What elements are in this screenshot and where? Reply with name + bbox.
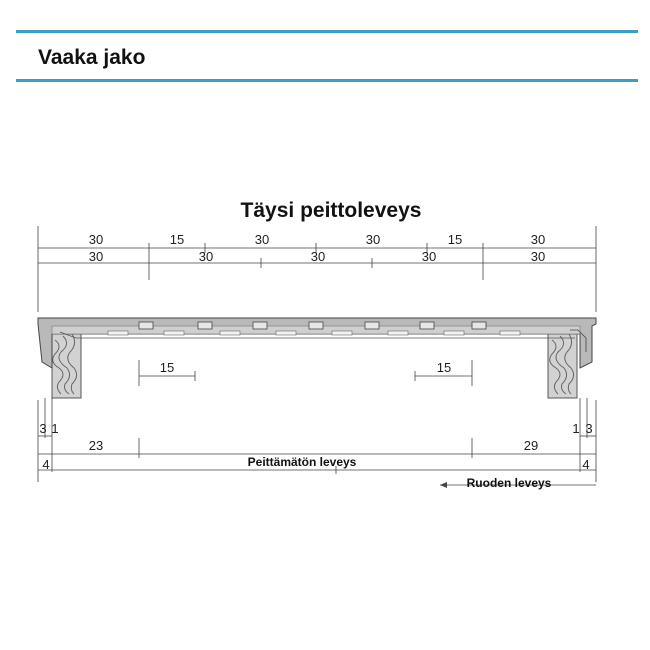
right-batten <box>548 332 577 398</box>
dim-row1-6: 30 <box>530 232 546 247</box>
dim-row2-2: 30 <box>198 249 214 264</box>
tile-cross-section <box>38 318 596 398</box>
left-batten <box>52 332 81 398</box>
dim-row1-4: 30 <box>365 232 381 247</box>
dim-row2-3: 30 <box>310 249 326 264</box>
dim-right-edge-a: 1 <box>572 421 580 436</box>
dimension-row-1 <box>38 226 596 312</box>
bottom-dimensions <box>38 398 596 485</box>
batten-width-label: Ruoden leveys <box>466 476 552 490</box>
inner-dimensions <box>139 360 472 386</box>
page-title: Vaaka jako <box>38 46 146 69</box>
dim-row2-1: 30 <box>88 249 104 264</box>
dim-row2-4: 30 <box>421 249 437 264</box>
dim-row1-1: 30 <box>88 232 104 247</box>
dim-inner-right: 15 <box>436 360 452 375</box>
dim-row2-5: 30 <box>530 249 546 264</box>
dim-right-span: 29 <box>523 438 539 453</box>
uncovered-width-label: Peittämätön leveys <box>247 455 357 469</box>
dim-row1-5: 15 <box>447 232 463 247</box>
dim-inner-left: 15 <box>159 360 175 375</box>
dim-left-edge-a: 3 <box>39 421 47 436</box>
dim-left-edge-b: 1 <box>51 421 59 436</box>
dim-left-span: 23 <box>88 438 104 453</box>
dim-left-end: 4 <box>42 457 50 472</box>
dim-right-end: 4 <box>582 457 590 472</box>
diagram-title: Täysi peittoleveys <box>240 199 422 222</box>
batten-width-arrow-icon <box>440 482 447 488</box>
dim-right-edge-b: 3 <box>585 421 593 436</box>
dim-row1-2: 15 <box>169 232 185 247</box>
dim-row1-3: 30 <box>254 232 270 247</box>
